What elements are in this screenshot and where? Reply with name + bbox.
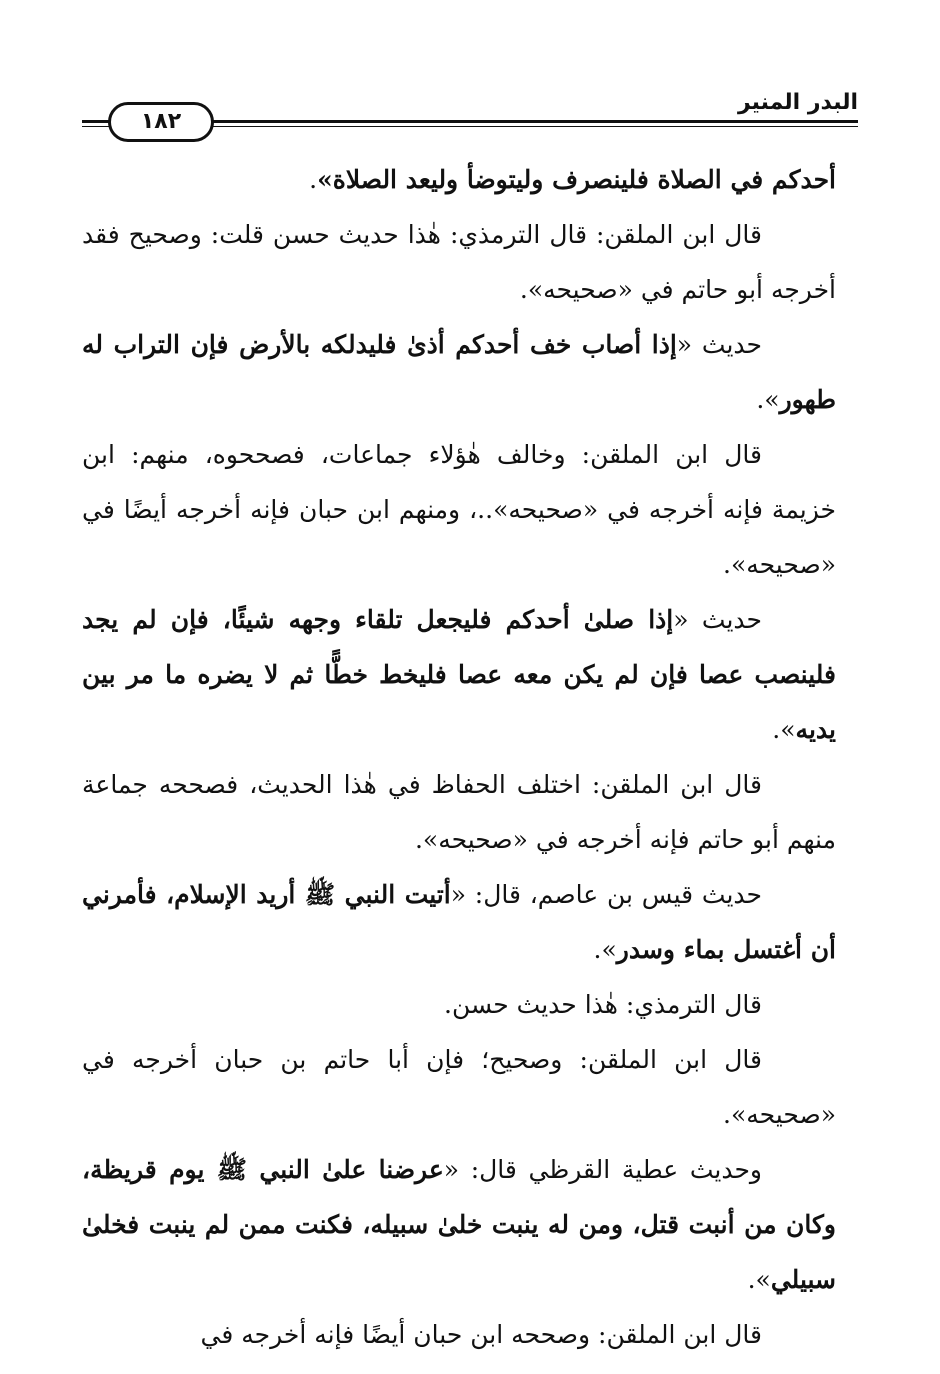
commentary-text: وحديث عطية القرظي قال: « — [443, 1155, 762, 1184]
commentary-text: حديث « — [676, 330, 762, 359]
commentary-text: حديث « — [673, 605, 762, 634]
commentary-text: قال ابن الملقن: اختلف الحفاظ في هٰذا الحديث، فصححه جماعة منهم أبو حاتم فإنه أخرجه في «صحيحه». — [82, 770, 836, 854]
commentary-text: ». — [593, 935, 617, 964]
paragraph — [82, 1307, 836, 1362]
commentary-text: . — [309, 165, 318, 194]
paragraph — [82, 757, 836, 867]
commentary-text: ». — [756, 385, 780, 414]
hadith-text: إذا أصاب خف أحدكم أذىٰ فليدلكه بالأرض فإن التراب له طهور — [82, 330, 836, 414]
running-title: البدر المنير — [732, 90, 858, 115]
paragraph — [82, 152, 836, 207]
page-header — [82, 86, 858, 136]
commentary-text: قال ابن الملقن: وخالف هٰؤلاء جماعات، فصححوه، منهم: ابن خزيمة فإنه أخرجه في «صحيحه»..، ومنهم ابن حبان فإنه أخرجه أيضًا في «صحيحه». — [82, 440, 836, 579]
paragraph — [82, 207, 836, 317]
paragraph — [82, 977, 836, 1032]
paragraph — [82, 427, 836, 592]
commentary-text: قال ابن الملقن: وصحيح؛ فإن أبا حاتم بن حبان أخرجه في «صحيحه». — [82, 1045, 836, 1129]
paragraph — [82, 1142, 836, 1307]
hadith-text: أتيت النبي ﷺ أريد الإسلام، فأمرني أن أغتسل بماء وسدر — [82, 880, 836, 964]
commentary-text: ». — [747, 1265, 771, 1294]
hadith-text: أحدكم في الصلاة فلينصرف وليتوضأ وليعد الصلاة» — [317, 165, 836, 194]
header-rule-end — [82, 120, 108, 127]
paragraph — [82, 867, 836, 977]
paragraph — [82, 317, 836, 427]
commentary-text: حديث قيس بن عاصم، قال: « — [450, 880, 762, 909]
commentary-text: قال ابن الملقن: قال الترمذي: هٰذا حديث حسن قلت: وصحيح فقد أخرجه أبو حاتم في «صحيحه». — [82, 220, 836, 304]
hadith-text: عرضنا علىٰ النبي ﷺ يوم قريظة، وكان من أنبت قتل، ومن له ينبت خلىٰ سبيله، فكنت ممن لم ينبت فخلىٰ سبيلي — [82, 1155, 836, 1294]
page-number: ١٨٢ — [108, 102, 214, 142]
hadith-text: إذا صلىٰ أحدكم فليجعل تلقاء وجهه شيئًا، فإن لم يجد فلينصب عصا فإن لم يكن معه عصا فليخط خطًّا ثم لا يضره ما مر بين يديه — [82, 605, 836, 744]
commentary-text: قال ابن الملقن: وصححه ابن حبان أيضًا فإنه أخرجه في — [200, 1320, 762, 1349]
paragraph — [82, 1032, 836, 1142]
commentary-text: ». — [772, 715, 796, 744]
page-body — [82, 152, 836, 1362]
paragraph — [82, 592, 836, 757]
commentary-text: قال الترمذي: هٰذا حديث حسن. — [444, 990, 762, 1019]
